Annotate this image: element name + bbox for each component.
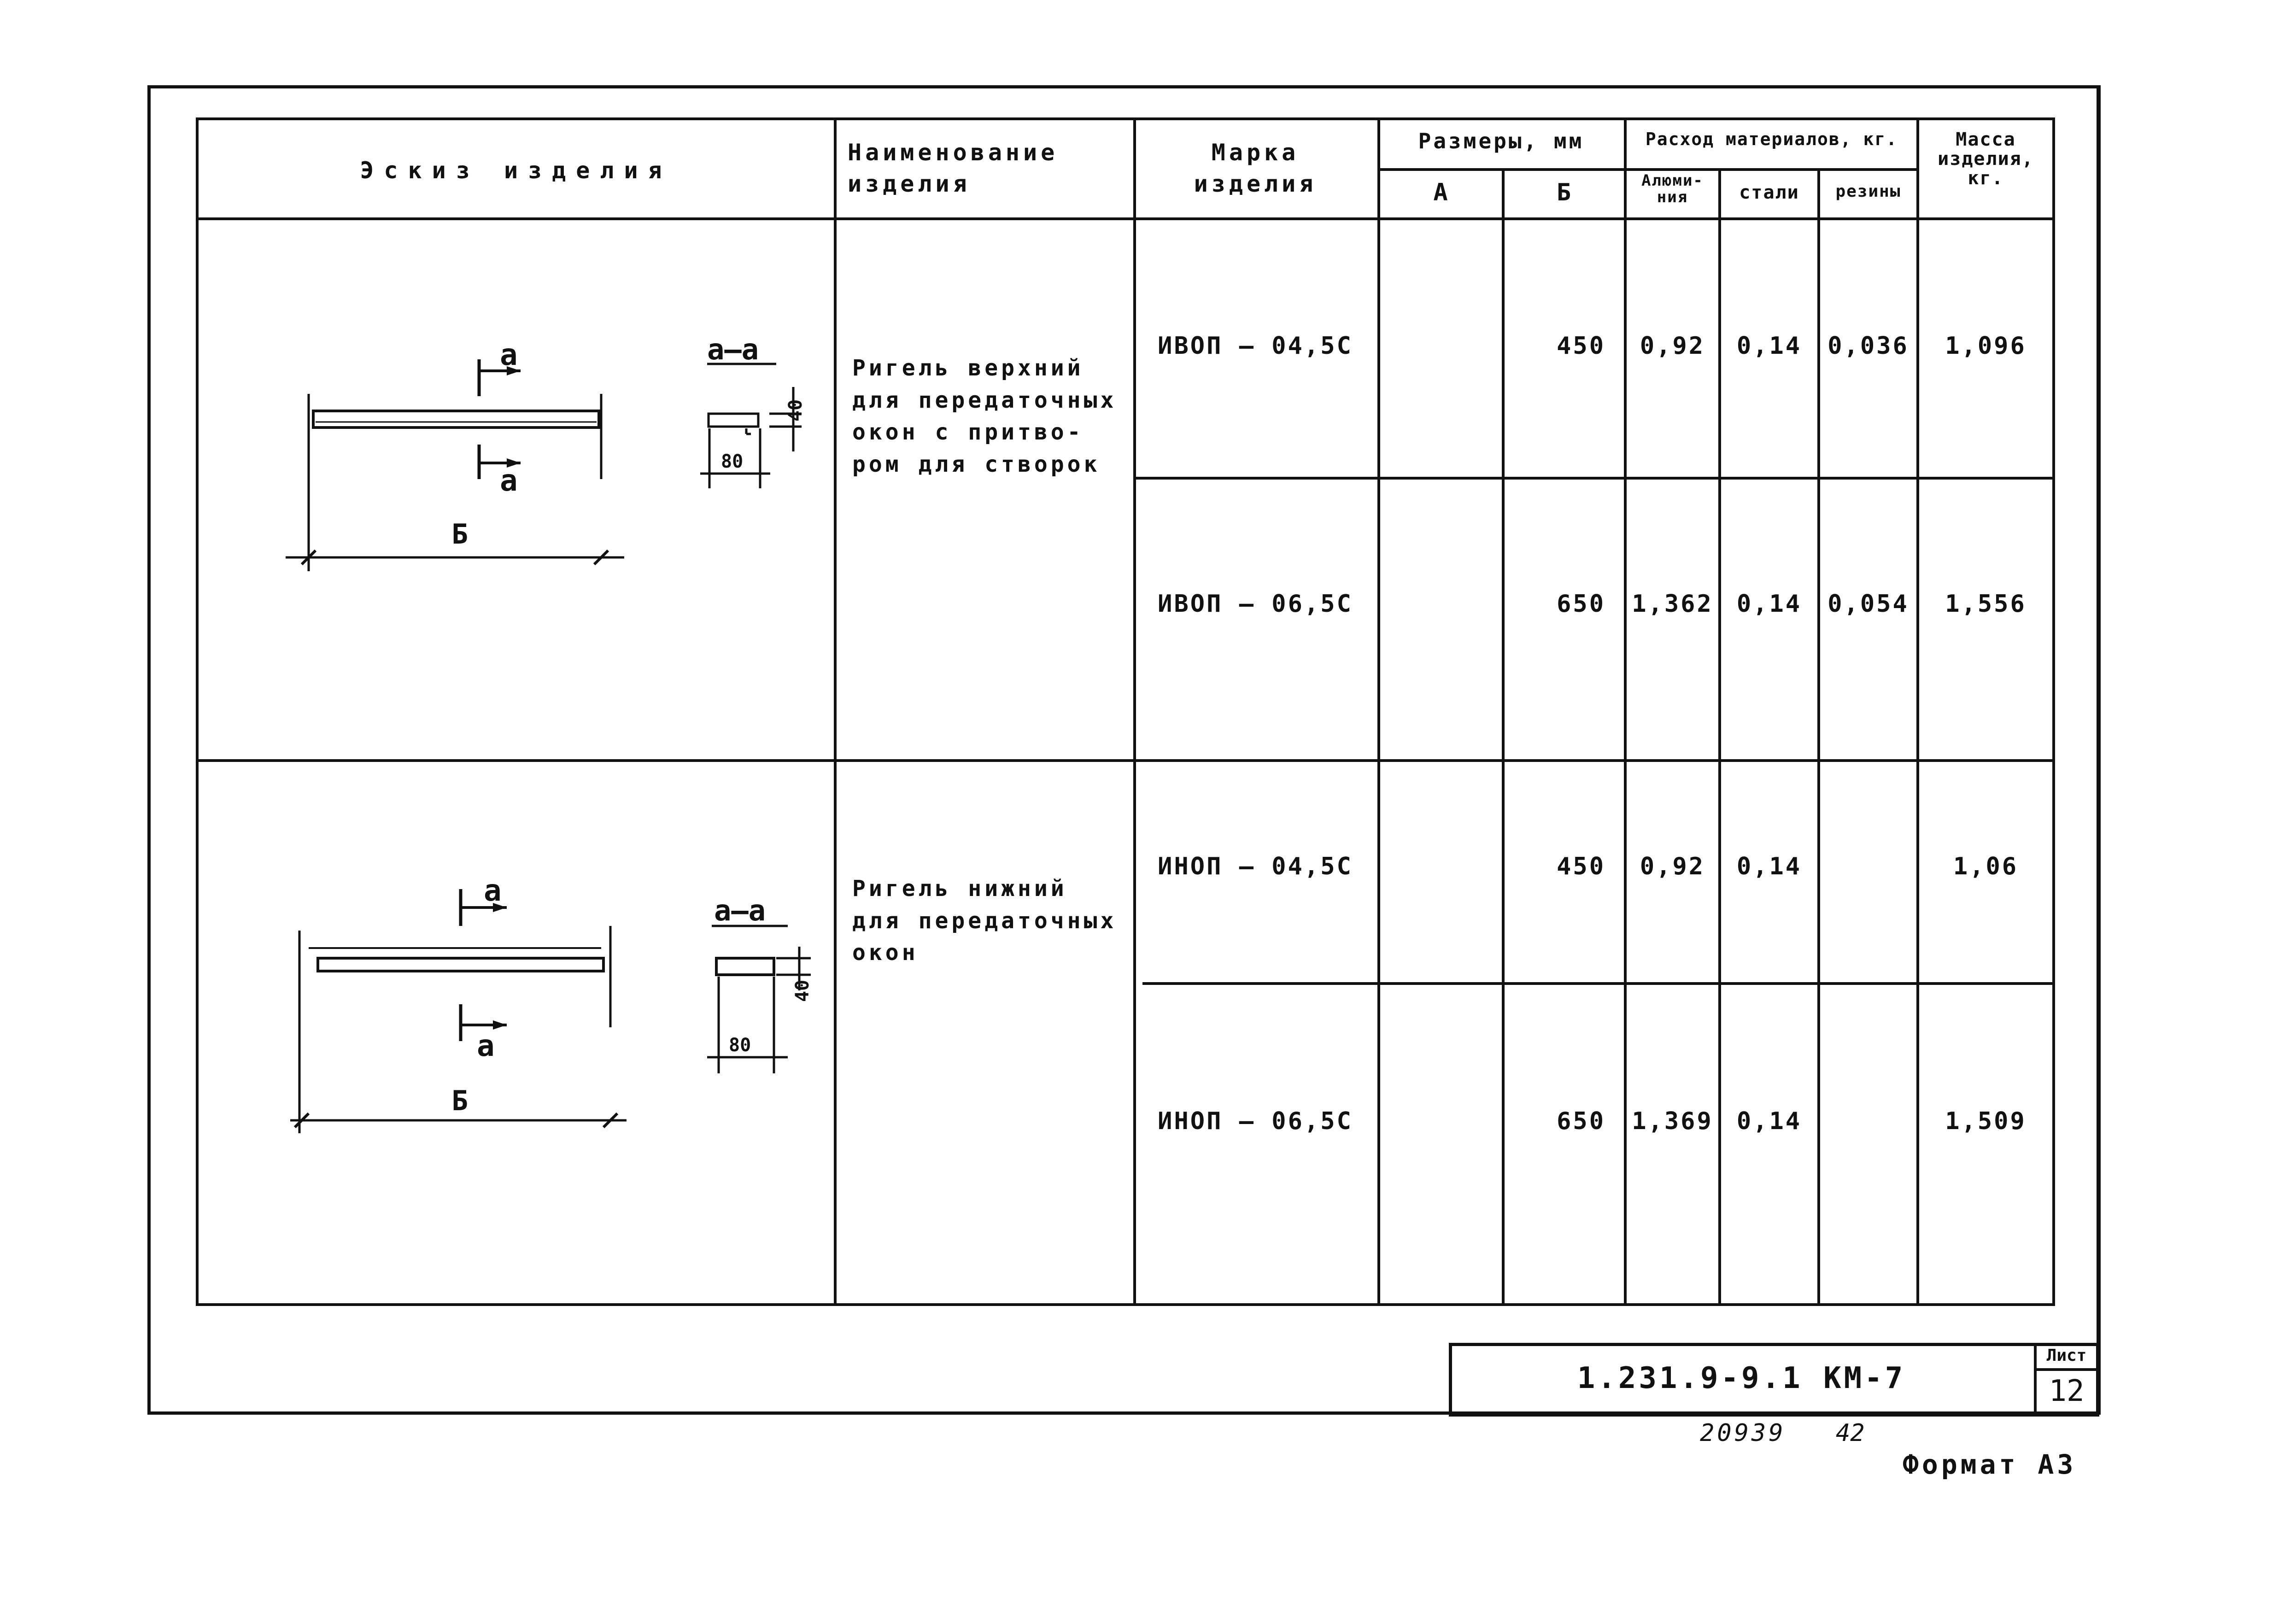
g2-row1-steel: 0,14 (1736, 853, 1802, 880)
g1-row2-steel: 0,14 (1736, 590, 1802, 618)
table-line (1377, 117, 1380, 1306)
table-line (196, 117, 2055, 120)
paper-format: Формат А3 (1903, 1449, 2077, 1480)
width-label: 80 (721, 451, 744, 472)
sheet-label: Лист (2046, 1346, 2087, 1365)
cut-label-bottom: а (477, 1029, 495, 1063)
table-line (834, 117, 837, 1306)
length-label: Б (451, 518, 469, 550)
stamp-line (2034, 1368, 2098, 1371)
header-rubber: резины (1835, 182, 1901, 201)
g1-row2-rubber: 0,054 (1827, 590, 1909, 618)
table-line (1377, 168, 1916, 171)
g1-row1-aluminum: 0,92 (1640, 332, 1705, 360)
g2-row1-mark: ИНОП – 04,5С (1158, 853, 1353, 880)
g1-row2-mass: 1,556 (1945, 590, 2027, 618)
g2-row1-aluminum: 0,92 (1640, 853, 1705, 880)
g1-row1-b: 450 (1557, 332, 1605, 360)
header-mark: Марка изделия (1194, 139, 1317, 197)
section-label: а–а (707, 333, 759, 366)
sketch-upper-rail (258, 313, 811, 599)
header-mass: Масса изделия, кг. (1938, 129, 2034, 189)
cut-label-bottom: а (500, 464, 518, 498)
g2-row2-aluminum: 1,369 (1632, 1107, 1713, 1135)
g2-row2-mark: ИНОП – 06,5С (1158, 1107, 1353, 1135)
sheet-number: 12 (2049, 1374, 2085, 1408)
g2-row1-b: 450 (1557, 853, 1605, 880)
g1-row2-mark: ИВОП – 06,5С (1158, 590, 1353, 618)
width-label: 80 (729, 1035, 751, 1056)
table-line (2052, 120, 2055, 1306)
g2-row2-steel: 0,14 (1736, 1107, 1802, 1135)
g1-row2-aluminum: 1,362 (1632, 590, 1713, 618)
g1-row1-steel: 0,14 (1736, 332, 1802, 360)
inventory-suffix: 42 (1836, 1419, 1865, 1447)
header-aluminum: Алюми- ния (1641, 171, 1704, 206)
table-line (196, 117, 199, 1306)
inventory-number: 20939 (1700, 1419, 1786, 1447)
sketch-lower-rail (258, 866, 811, 1152)
header-steel: стали (1739, 182, 1799, 203)
table-line (196, 217, 2055, 220)
cut-label-top: а (500, 338, 518, 372)
header-dim-a: А (1433, 179, 1449, 206)
section-label: а–а (714, 894, 766, 927)
header-name: Наименование изделия (848, 139, 1059, 197)
group-2-name: Ригель нижний для передаточных окон (852, 876, 1117, 966)
cut-label-top: а (484, 874, 502, 908)
g2-row2-b: 650 (1557, 1107, 1605, 1135)
header-sketch: Эскиз изделия (360, 157, 672, 184)
group-1-name: Ригель верхний для передаточных окон с притво- ром для створок (852, 355, 1117, 477)
table-line (196, 1303, 2055, 1306)
height-label: 40 (792, 979, 813, 1002)
header-dimensions: Размеры, мм (1418, 129, 1584, 153)
table-line (196, 759, 2055, 762)
g1-row2-b: 650 (1557, 590, 1605, 618)
header-dim-b: Б (1556, 179, 1572, 206)
g1-row1-mass: 1,096 (1945, 332, 2027, 360)
length-label: Б (451, 1085, 469, 1117)
height-label: 40 (785, 399, 806, 422)
header-materials: Расход материалов, кг. (1645, 129, 1898, 149)
g1-row1-mark: ИВОП – 04,5С (1158, 332, 1353, 360)
drawing-code: 1.231.9-9.1 КМ-7 (1577, 1361, 1906, 1395)
g2-row1-mass: 1,06 (1953, 853, 2019, 880)
table-line (1133, 117, 1136, 1306)
g1-row1-rubber: 0,036 (1827, 332, 1909, 360)
g2-row2-mass: 1,509 (1945, 1107, 2027, 1135)
drawing-frame (147, 85, 2101, 1415)
